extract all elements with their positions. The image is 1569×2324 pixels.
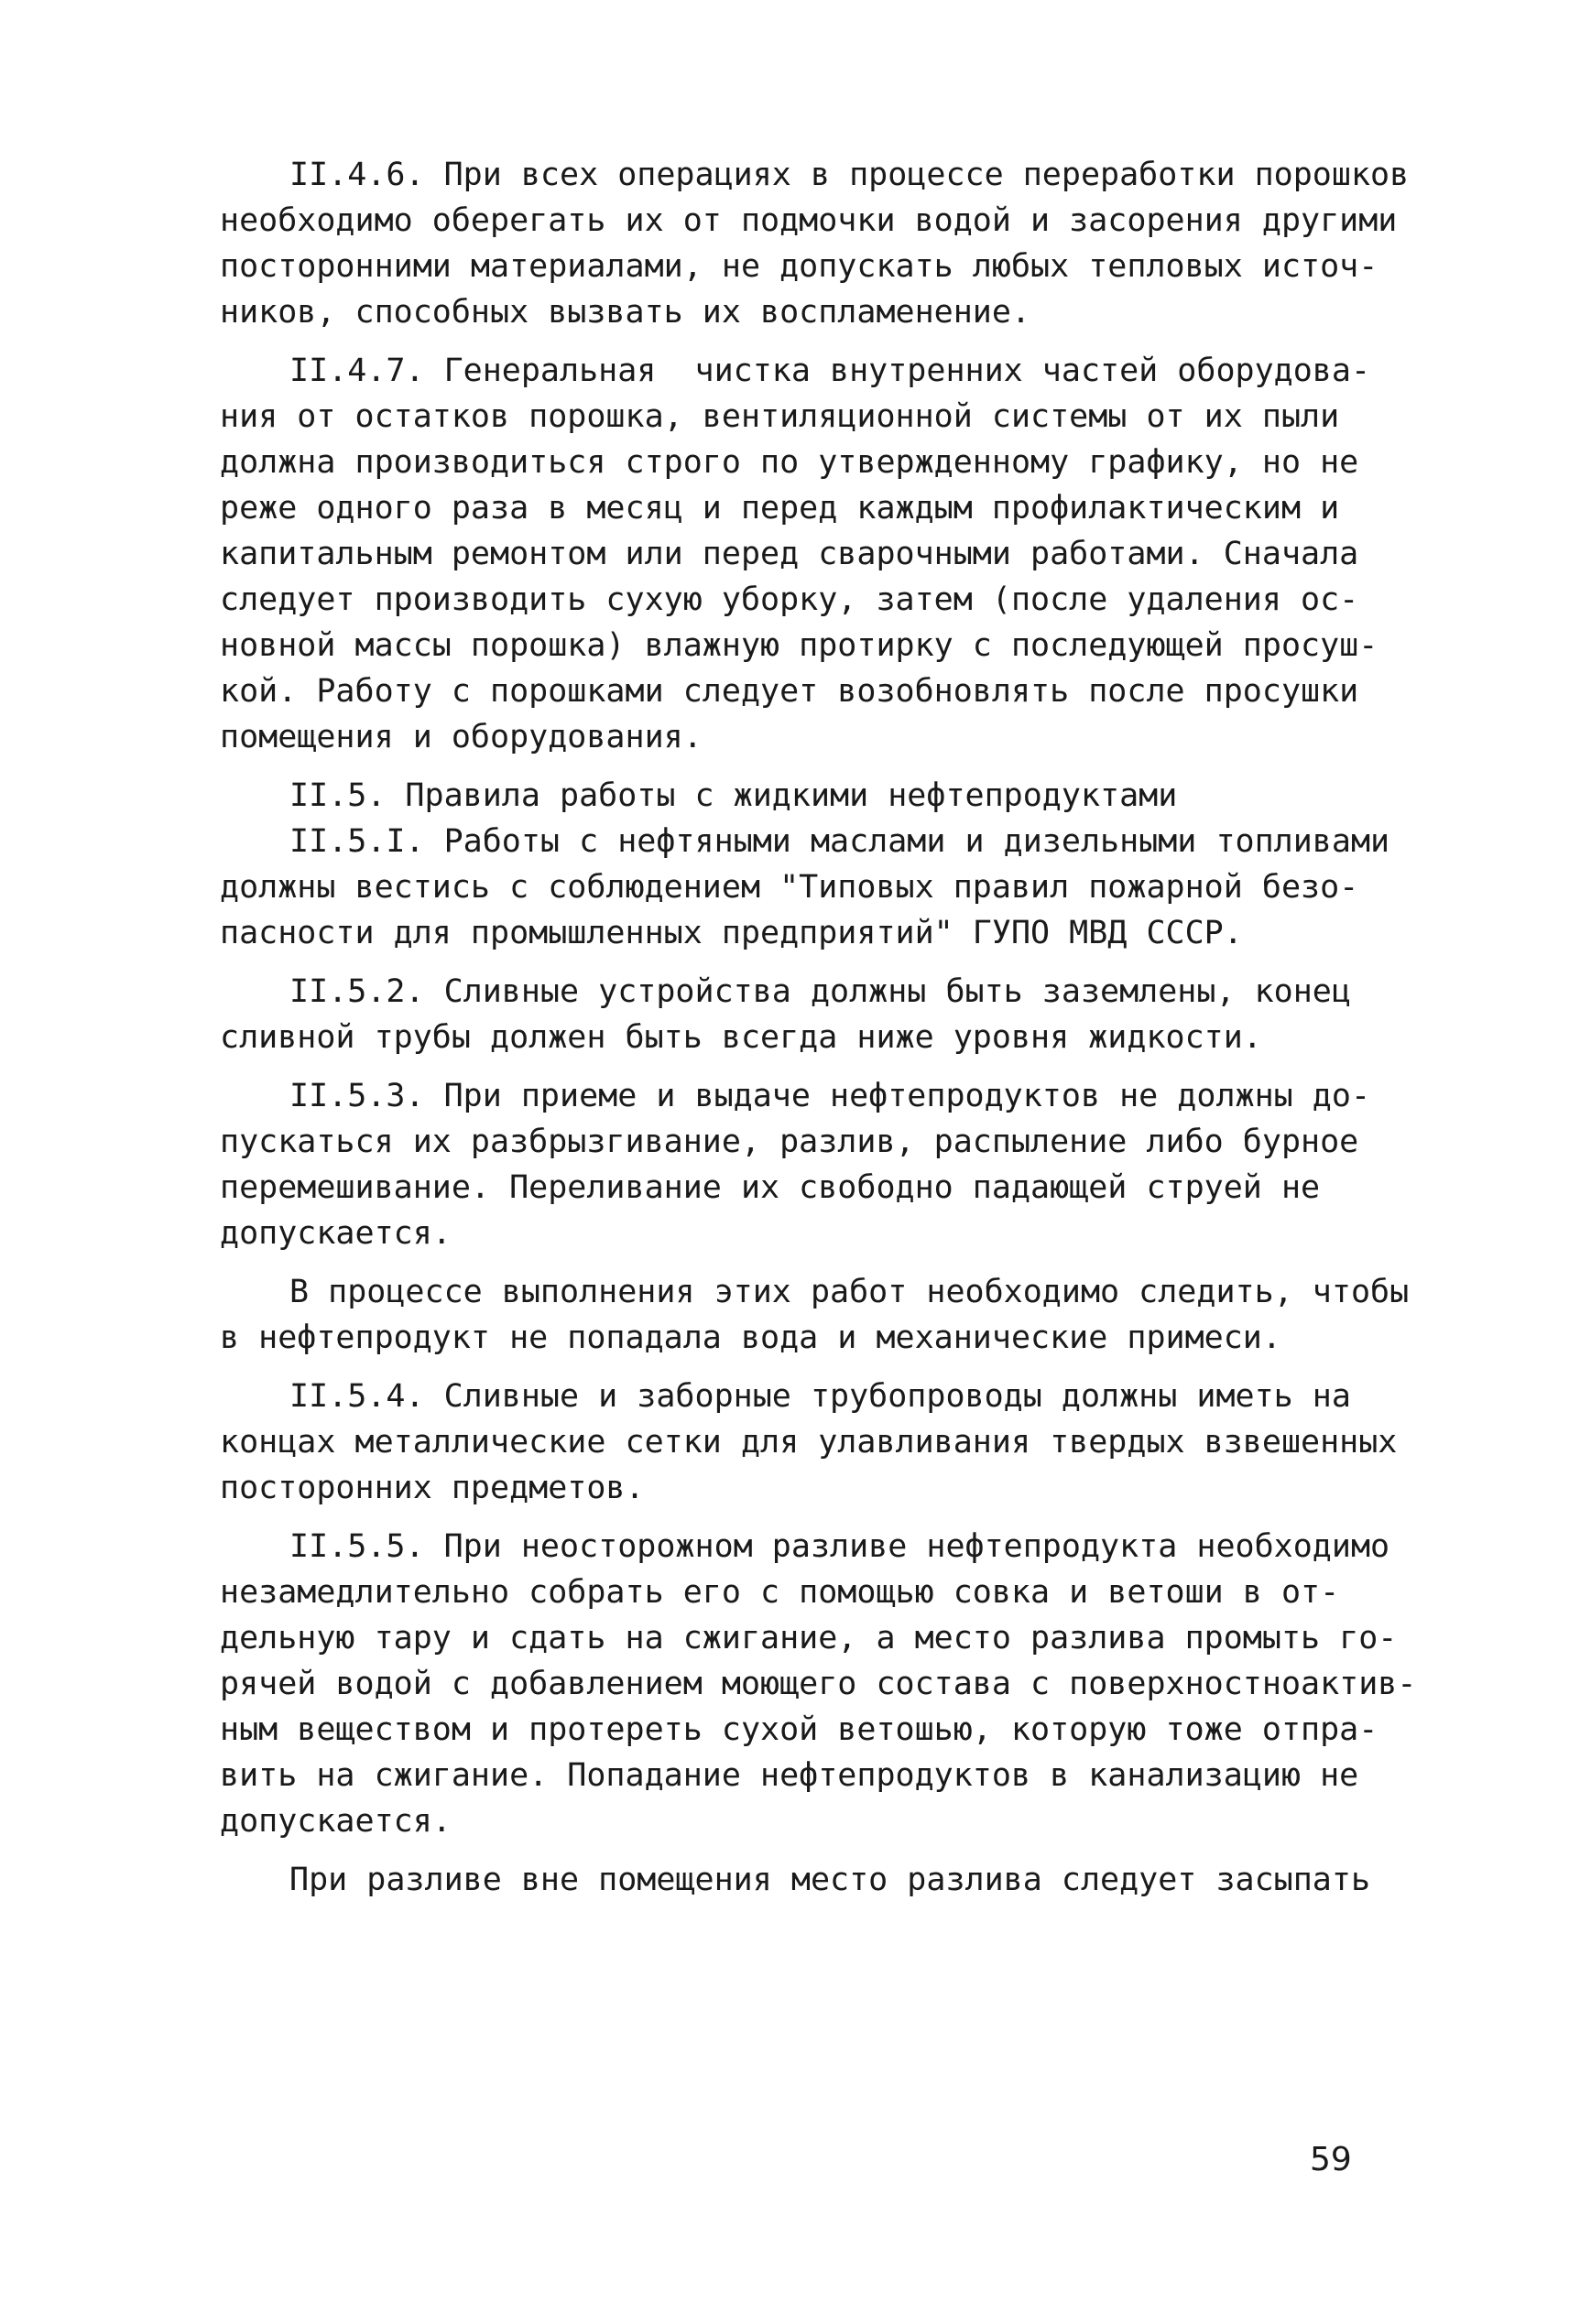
- text-line: перемешивание. Переливание их свободно падающей струей не: [220, 1169, 1321, 1206]
- text-line: вить на сжигание. Попадание нефтепродуктов в канализацию не: [220, 1757, 1359, 1794]
- text-line: II.5.3. При приеме и выдаче нефтепродуктов не должны до-: [289, 1078, 1371, 1114]
- text-line: II.5.2. Сливные устройства должны быть заземлены, конец: [289, 973, 1351, 1010]
- paragraph-11-5-3: [220, 1073, 1392, 1256]
- text-line: рячей водой с добавлением моющего состава с поверхностноактив-: [220, 1666, 1417, 1702]
- text-line: II.4.6. При всех операциях в процессе переработки порошков: [289, 157, 1410, 193]
- text-line: При разливе вне помещения место разлива следует засыпать: [289, 1862, 1371, 1898]
- text-line: посторонними материалами, не допускать любых тепловых источ-: [220, 248, 1378, 285]
- text-line: следует производить сухую уборку, затем (после удаления ос-: [220, 581, 1359, 618]
- text-line: ным веществом и протереть сухой ветошью, которую тоже отпра-: [220, 1711, 1378, 1748]
- text-line: пускаться их разбрызгивание, разлив, распыление либо бурное: [220, 1124, 1359, 1160]
- text-line: допускается.: [220, 1803, 452, 1840]
- text-line: допускается.: [220, 1215, 452, 1252]
- text-line: должна производиться строго по утвержденному графику, но не: [220, 444, 1359, 481]
- page-number: 59: [1310, 2141, 1352, 2178]
- text-line: дельную тару и сдать на сжигание, а место разлива промыть го-: [220, 1620, 1398, 1656]
- paragraph-11-5-2: [220, 969, 1392, 1060]
- paragraph-11-4-7: [220, 348, 1392, 760]
- text-line: ников, способных вызвать их воспламенение.: [220, 294, 1031, 331]
- body-text: [220, 152, 1417, 1916]
- text-line: новной массы порошка) влажную протирку с последующей просуш-: [220, 627, 1378, 664]
- text-line: II.4.7. Генеральная чистка внутренних частей оборудова-: [289, 353, 1371, 389]
- text-line: должны вестись с соблюдением "Типовых правил пожарной безо-: [220, 869, 1359, 906]
- paragraph-process: [220, 1269, 1410, 1361]
- text-line: посторонних предметов.: [220, 1470, 645, 1506]
- text-line: в нефтепродукт не попадала вода и механические примеси.: [220, 1319, 1281, 1356]
- text-line: ния от остатков порошка, вентиляционной системы от их пыли: [220, 398, 1340, 435]
- text-line: кой. Работу с порошками следует возобновлять после просушки: [220, 673, 1359, 710]
- text-line: помещения и оборудования.: [220, 719, 703, 755]
- text-line: необходимо оберегать их от подмочки водой и засорения другими: [220, 202, 1398, 239]
- section-heading: II.5. Правила работы с жидкими нефтепродуктами: [289, 777, 1178, 814]
- text-line: В процессе выполнения этих работ необходимо следить, чтобы: [289, 1274, 1410, 1310]
- text-line: сливной трубы должен быть всегда ниже уровня жидкости.: [220, 1019, 1262, 1056]
- text-line: концах металлические сетки для улавливания твердых взвешенных: [220, 1424, 1398, 1461]
- paragraph-11-5: [220, 773, 1392, 956]
- text-line: II.5.5. При неосторожном разливе нефтепродукта необходимо: [289, 1528, 1390, 1565]
- paragraph-11-4-6: [220, 152, 1410, 335]
- text-line: капитальным ремонтом или перед сварочными работами. Сначала: [220, 536, 1359, 572]
- paragraph-11-5-5: [220, 1524, 1417, 1844]
- text-line: незамедлительно собрать его с помощью совка и ветоши в от-: [220, 1574, 1340, 1611]
- text-line: пасности для промышленных предприятий" ГУПО МВД СССР.: [220, 915, 1243, 951]
- text-line: реже одного раза в месяц и перед каждым профилактическим и: [220, 490, 1340, 527]
- paragraph-11-5-4: [220, 1374, 1398, 1511]
- paragraph-outside: [220, 1857, 1392, 1903]
- text-line: II.5.I. Работы с нефтяными маслами и дизельными топливами: [289, 823, 1390, 860]
- text-line: II.5.4. Сливные и заборные трубопроводы должны иметь на: [289, 1378, 1351, 1415]
